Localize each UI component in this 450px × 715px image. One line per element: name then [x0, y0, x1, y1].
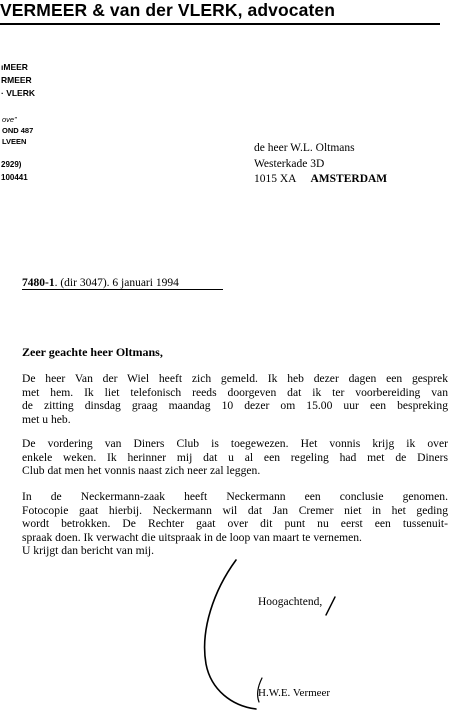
address-line: OND 487: [2, 126, 34, 135]
text-line: spraak doen. Ik verwacht die uitspraak in de loop van maart te vernemen.: [22, 530, 362, 544]
recipient-street: Westerkade 3D: [254, 157, 325, 170]
recipient-postcode: 1015 XA: [254, 173, 297, 185]
recipient-name: de heer W.L. Oltmans: [254, 142, 355, 154]
text-line: de zitting dinsdag graag maandag 10 dezer om 15.00 uur een bespreking: [22, 399, 448, 413]
text-line: enkele weken. Ik herinner mij dat u al een regeling had met de Diners: [22, 450, 448, 464]
text-line: De heer Van der Wiel heeft zich gemeld. Ik heb dezer dagen een gesprek: [22, 372, 448, 385]
partner-name: ıMEER: [1, 62, 28, 72]
closing: Hoogachtend,: [258, 596, 323, 608]
text-line: U krijgt dan bericht van mij.: [22, 544, 155, 558]
partner-name: RMEER: [1, 75, 32, 85]
reference-number: 7480-1: [22, 277, 55, 289]
signatory-name: H.W.E. Vermeer: [258, 687, 331, 699]
address-line: LVEEN: [2, 137, 27, 146]
text-line: wordt betrokken. De Rechter gaat over dit punt nu eerst een tussenuit-: [22, 517, 448, 531]
text-line: met u heb.: [22, 412, 71, 426]
address-line: ove”: [2, 115, 17, 124]
phone-line: 100441: [1, 173, 28, 182]
phone-line: 2929): [1, 160, 22, 169]
reference-detail: . (dir 3047). 6 januari 1994: [54, 277, 179, 289]
text-line: De vordering van Diners Club is toegewezen. Het vonnis krijg ik over: [22, 437, 448, 450]
firm-name: VERMEER & van der VLERK, advocaten: [0, 0, 336, 20]
text-line: Club dat men het vonnis naast zich neer zal leggen.: [22, 464, 261, 478]
text-line: met hem. Ik liet telefonisch reeds doorgeven dat ik ter voorbereiding van: [22, 385, 448, 399]
salutation: Zeer geachte heer Oltmans,: [22, 345, 163, 359]
recipient-city: AMSTERDAM: [310, 173, 388, 185]
text-line: Fotocopie gaat hierbij. Neckermann wil dat Jan Cremer niet in het geding: [22, 503, 448, 517]
text-line: In de Neckermann-zaak heeft Neckermann een conclusie genomen.: [22, 490, 448, 503]
partner-name: · VLERK: [1, 88, 35, 98]
